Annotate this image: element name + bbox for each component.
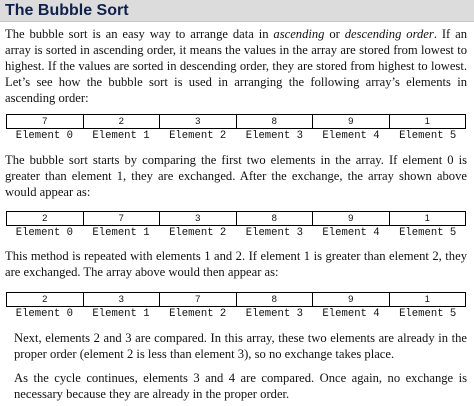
array-3-label-2: Element 2: [169, 308, 227, 320]
array-2-label-1: Element 1: [92, 227, 150, 239]
intro-paragraph: [5, 26, 467, 106]
array-2-label-2: Element 2: [169, 227, 227, 239]
array-3-cell-0: 2: [7, 293, 84, 306]
array-2-cell-2: 3: [160, 212, 237, 225]
array-3-label-5: Element 5: [399, 308, 457, 320]
array-3-cell-2: 7: [160, 293, 237, 306]
array-3-cell-4: 9: [313, 293, 390, 306]
array-1-cell-3: 8: [237, 115, 314, 128]
array-2-cell-3: 8: [237, 212, 314, 225]
array-diagram-1: [6, 114, 466, 143]
array-3-label-3: Element 3: [245, 308, 303, 320]
array-1-cell-5: 1: [424, 116, 430, 127]
array-labels-1: [6, 129, 466, 143]
array-2-cell-5: 1: [424, 213, 430, 224]
array-cells-3: [6, 292, 466, 307]
array-3-cell-5: 1: [424, 294, 430, 305]
array-2-label-0: Element 0: [15, 227, 73, 239]
array-1-label-5: Element 5: [399, 130, 457, 142]
array-labels-2: [6, 226, 466, 240]
intro-text-1: The bubble sort is an easy way to arrange data in: [5, 27, 274, 41]
array-1-label-3: Element 3: [245, 130, 303, 142]
array-2-cell-1: 7: [84, 212, 161, 225]
array-3-cell-3: 8: [237, 293, 314, 306]
array-1-cell-0: 7: [7, 115, 84, 128]
array-1-cell-1: 2: [84, 115, 161, 128]
paragraph-final: As the cycle continues, elements 3 and 4 are compared. Once again, no exchange is necessary because they are already in the proper order.: [14, 371, 467, 401]
array-2-cell-4: 9: [313, 212, 390, 225]
paragraph-after-array-1: The bubble sort starts by comparing the first two elements in the array. If element 0 is greater than element 1, they are exchanged. After the exchange, the array shown above would appear as:: [5, 153, 467, 199]
section-title: The Bubble Sort: [5, 2, 129, 19]
paragraph-after-array-3: Next, elements 2 and 3 are compared. In this array, these two elements are already in the proper order (element 2 is less than element 3), so no exchange takes place.: [14, 331, 467, 361]
array-2-label-3: Element 3: [245, 227, 303, 239]
array-diagram-2: [6, 211, 466, 240]
array-2-label-4: Element 4: [322, 227, 380, 239]
array-1-label-1: Element 1: [92, 130, 150, 142]
array-1-cell-2: 3: [160, 115, 237, 128]
array-diagram-3: [6, 292, 466, 321]
array-1-cell-4: 9: [313, 115, 390, 128]
intro-emphasis-ascending: ascending: [273, 27, 325, 41]
array-3-label-0: Element 0: [15, 308, 73, 320]
array-1-label-0: Element 0: [15, 130, 73, 142]
intro-text-2: or: [324, 27, 345, 41]
array-3-label-4: Element 4: [322, 308, 380, 320]
array-cells-2: [6, 211, 466, 226]
array-3-cell-1: 3: [84, 293, 161, 306]
array-cells-1: [6, 114, 466, 129]
paragraph-after-array-2: This method is repeated with elements 1 and 2. If element 1 is greater than element 2, they are exchanged. The array above would then appear as:: [5, 249, 467, 279]
array-1-label-4: Element 4: [322, 130, 380, 142]
array-2-cell-0: 2: [7, 212, 84, 225]
array-2-label-5: Element 5: [399, 227, 457, 239]
array-1-label-2: Element 2: [169, 130, 227, 142]
intro-emphasis-descending: descending order: [344, 27, 434, 41]
intro-text-3: . If an array is sorted in ascending order, it means the values in the array are stored from lowest to highest. If the values are sorted in descending order, they are stored from highest to lowest. Let’s see how the bubble sort is used in arranging the following array’s elements in ascending order:: [5, 27, 467, 105]
array-3-label-1: Element 1: [92, 308, 150, 320]
title-bar: [0, 0, 474, 22]
array-labels-3: [6, 307, 466, 321]
